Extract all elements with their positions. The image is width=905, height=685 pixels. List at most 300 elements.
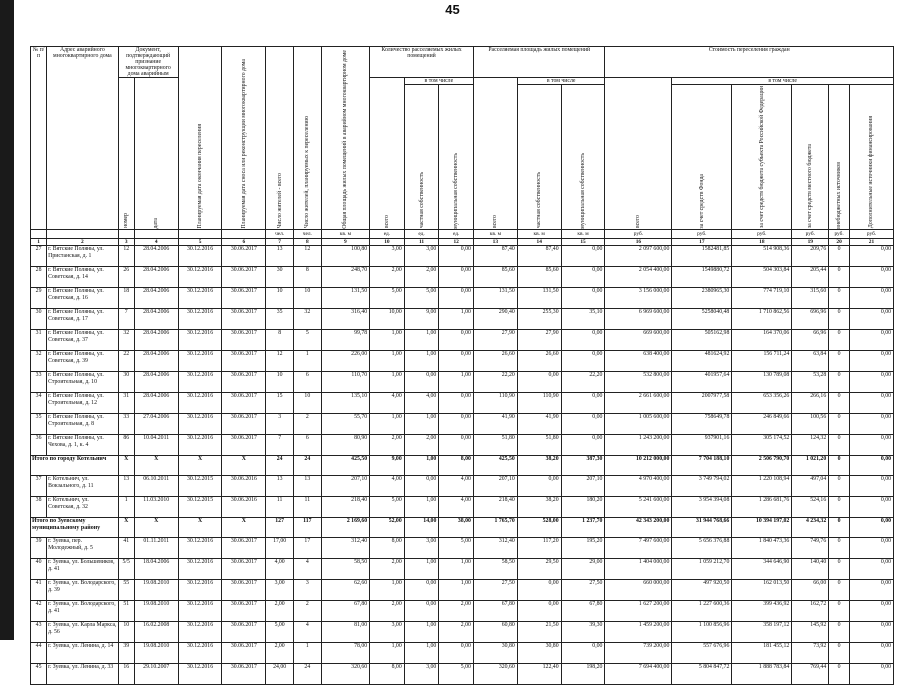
table-cell: 28.04.2006	[134, 246, 178, 267]
table-cell: 2	[293, 601, 321, 622]
table-cell: 110,70	[321, 372, 369, 393]
total-cell: 52,00	[370, 518, 405, 538]
table-cell: 117,20	[517, 538, 561, 559]
table-cell: 38	[31, 497, 47, 518]
table-cell: 0,00	[439, 414, 474, 435]
table-cell: 33	[118, 414, 134, 435]
table-cell: 0,00	[439, 643, 474, 664]
table-row	[31, 643, 894, 664]
table-cell: 3	[266, 414, 294, 435]
header-cost-local: за счет средств местного бюджета	[792, 85, 829, 230]
table-cell: 505162,98	[672, 330, 732, 351]
table-cell: 8,00	[370, 538, 405, 559]
table-cell: 32	[31, 351, 47, 372]
table-cell: 30.12.2016	[178, 622, 222, 643]
table-cell: 22	[118, 351, 134, 372]
table-cell: 30.12.2016	[178, 309, 222, 330]
header-doc-date: дата	[134, 78, 178, 230]
table-cell: 5,00	[370, 288, 405, 309]
table-cell: 497,04	[792, 476, 829, 497]
table-cell: 0,00	[561, 414, 605, 435]
address-cell: г. Котельнич, ул. Вокзального, д. 11	[47, 476, 119, 497]
total-cell: X	[134, 456, 178, 476]
table-cell: 0	[829, 435, 850, 456]
header-area-municipal: муниципальная собственность	[561, 85, 605, 230]
total-cell: 425,50	[473, 456, 517, 476]
total-cell: X	[118, 518, 134, 538]
header-area-group: Расселяемая площадь жилых помещений	[473, 47, 605, 78]
table-cell: 28.04.2006	[134, 288, 178, 309]
table-cell: 124,32	[792, 435, 829, 456]
table-cell: 1 840 473,36	[732, 538, 792, 559]
table-cell: 16.02.2008	[134, 622, 178, 643]
table-cell: 30.12.2016	[178, 414, 222, 435]
table-cell: 0,00	[850, 538, 894, 559]
table-cell: 218,40	[321, 497, 369, 518]
header-area-private: частная собственность	[517, 85, 561, 230]
table-cell: 16	[118, 664, 134, 685]
table-cell: 51,80	[473, 435, 517, 456]
table-cell: 42	[31, 601, 47, 622]
table-cell: 1 404 000,00	[605, 559, 672, 580]
total-cell: 8,00	[439, 456, 474, 476]
table-row	[31, 622, 894, 643]
table-cell: 06.10.2011	[134, 476, 178, 497]
table-cell: 248,70	[321, 267, 369, 288]
address-cell: г. Зуевка, ул. Володарского, д. 41	[47, 601, 119, 622]
unit-cell: кв. м	[321, 230, 369, 239]
address-cell: г. Зуевка, ул. Ленина, д. 33	[47, 664, 119, 685]
table-cell: 131,50	[321, 288, 369, 309]
table-cell: 0	[829, 330, 850, 351]
table-cell: 290,40	[473, 309, 517, 330]
table-cell: 937901,16	[672, 435, 732, 456]
column-number-cell: 3	[118, 239, 134, 246]
table-cell: 660 000,00	[605, 580, 672, 601]
address-cell: г. Зуевка, пер. Молодежный, д. 5	[47, 538, 119, 559]
unit-cell: руб.	[850, 230, 894, 239]
total-cell: 1 237,70	[561, 518, 605, 538]
table-cell: 9,00	[404, 309, 439, 330]
unit-cell: руб.	[792, 230, 829, 239]
header-count-incl: в том числе	[404, 78, 473, 85]
table-cell: 30.12.2016	[178, 288, 222, 309]
table-cell: 30.12.2016	[178, 435, 222, 456]
header-cost-extra2: Дополнительные источники финансирования	[850, 85, 894, 230]
table-cell: 66,96	[792, 330, 829, 351]
table-cell: 30	[118, 372, 134, 393]
table-cell: 0,00	[561, 246, 605, 267]
table-cell: 3 749 794,02	[672, 476, 732, 497]
table-cell: 1 005 600,00	[605, 414, 672, 435]
table-cell: 27,50	[473, 580, 517, 601]
header-cost-group: Стоимость переселения граждан	[605, 47, 894, 78]
table-cell: 195,20	[561, 538, 605, 559]
table-row	[31, 393, 894, 414]
table-cell: 0	[829, 559, 850, 580]
table-cell: 100,56	[792, 414, 829, 435]
table-cell: 2007977,58	[672, 393, 732, 414]
table-cell: 4,00	[266, 559, 294, 580]
total-cell: 42 343 200,00	[605, 518, 672, 538]
table-cell: 01.11.2011	[134, 538, 178, 559]
table-cell: 0,00	[850, 601, 894, 622]
table-cell: 13	[266, 476, 294, 497]
table-cell: 30.06.2017	[222, 288, 266, 309]
table-cell: 2,00	[266, 601, 294, 622]
table-cell: 4,00	[370, 393, 405, 414]
table-cell: 28	[31, 267, 47, 288]
table-cell: 10	[266, 288, 294, 309]
scan-edge	[0, 0, 14, 640]
table-row	[31, 476, 894, 497]
unit-cell: ед.	[404, 230, 439, 239]
table-cell: 2 661 600,00	[605, 393, 672, 414]
table-cell: 13	[118, 476, 134, 497]
table-cell: 21,50	[517, 622, 561, 643]
total-cell: 38,00	[439, 518, 474, 538]
total-cell: 10 212 000,00	[605, 456, 672, 476]
table-cell: 0,00	[439, 246, 474, 267]
table-cell: 11.03.2010	[134, 497, 178, 518]
table-cell: 45	[31, 664, 47, 685]
table-cell: 0,00	[404, 580, 439, 601]
table-cell: 3 954 394,08	[672, 497, 732, 518]
unit-cell: кв. м	[561, 230, 605, 239]
table-cell: 207,10	[321, 476, 369, 497]
table-cell: 1 220 108,94	[732, 476, 792, 497]
table-row	[31, 246, 894, 267]
table-cell: 19.08.2010	[134, 601, 178, 622]
table-row	[31, 330, 894, 351]
table-cell: 0	[829, 643, 850, 664]
unit-cell	[118, 230, 134, 239]
table-cell: 0,00	[561, 393, 605, 414]
table-cell: 30.06.2017	[222, 622, 266, 643]
table-cell: 1,00	[370, 580, 405, 601]
table-cell: 99,78	[321, 330, 369, 351]
table-cell: 27	[31, 246, 47, 267]
table-cell: 315,60	[792, 288, 829, 309]
table-cell: 4,00	[439, 497, 474, 518]
column-number-cell: 13	[473, 239, 517, 246]
table-cell: 3,00	[266, 580, 294, 601]
total-label: Итого по Зуевскому муниципальному району	[31, 518, 119, 538]
table-cell: 0	[829, 246, 850, 267]
table-cell: 7 497 600,00	[605, 538, 672, 559]
table-cell: 1,00	[404, 330, 439, 351]
table-cell: 31	[31, 330, 47, 351]
total-cell: 0,00	[850, 456, 894, 476]
table-cell: 7	[118, 309, 134, 330]
header-no: № п/п	[31, 47, 47, 230]
table-cell: 0,00	[850, 393, 894, 414]
table-cell: 135,10	[321, 393, 369, 414]
table-row	[31, 497, 894, 518]
table-cell: 1,00	[370, 414, 405, 435]
total-cell: 4 234,32	[792, 518, 829, 538]
table-cell: 1,00	[439, 580, 474, 601]
table-cell: 28.04.2006	[134, 351, 178, 372]
unit-cell: руб.	[732, 230, 792, 239]
table-cell: 29,50	[517, 559, 561, 580]
table-cell: 140,40	[792, 559, 829, 580]
table-cell: 557 676,96	[672, 643, 732, 664]
table-cell: 32	[293, 309, 321, 330]
table-cell: 86	[118, 435, 134, 456]
table-cell: 0	[829, 497, 850, 518]
unit-cell: кв. м	[517, 230, 561, 239]
table-cell: 30.12.2016	[178, 664, 222, 685]
table-cell: 30.12.2016	[178, 351, 222, 372]
unit-cell: чел.	[293, 230, 321, 239]
total-cell: X	[178, 518, 222, 538]
table-row	[31, 309, 894, 330]
table-cell: 30.12.2016	[178, 580, 222, 601]
header-cost-incl: в том числе	[672, 78, 894, 85]
table-cell: 1,00	[370, 351, 405, 372]
address-cell: г. Вятские Поляны, ул. Строительная, д. 8	[47, 414, 119, 435]
table-cell: 1,00	[404, 351, 439, 372]
table-cell: 28.04.2006	[134, 393, 178, 414]
table-cell: 0	[829, 351, 850, 372]
table-cell: 67,80	[561, 601, 605, 622]
table-cell: 41,90	[473, 414, 517, 435]
table-cell: 5,00	[439, 538, 474, 559]
table-cell: 0	[829, 601, 850, 622]
table-cell: 30.12.2016	[178, 538, 222, 559]
unit-cell: кв. м	[473, 230, 517, 239]
total-cell: 1,00	[404, 456, 439, 476]
table-cell: 0	[829, 267, 850, 288]
total-cell: 387,30	[561, 456, 605, 476]
table-cell: 31	[118, 393, 134, 414]
table-cell: 10	[293, 288, 321, 309]
table-cell: 130 789,08	[732, 372, 792, 393]
total-cell: 10 394 197,02	[732, 518, 792, 538]
table-cell: 0,00	[561, 288, 605, 309]
header-doc-number: номер	[118, 78, 134, 230]
table-cell: 5,00	[266, 622, 294, 643]
table-cell: 774 719,10	[732, 288, 792, 309]
table-cell: 6 969 600,00	[605, 309, 672, 330]
unit-cell	[31, 230, 47, 239]
table-cell: 1	[118, 497, 134, 518]
table-cell: 51	[118, 601, 134, 622]
address-cell: г. Вятские Поляны, ул. Советская, д. 14	[47, 267, 119, 288]
header-cost-fund: за счет средств Фонда	[672, 85, 732, 230]
table-cell: 0,00	[517, 476, 561, 497]
table-row	[31, 664, 894, 685]
table-cell: 1,00	[370, 330, 405, 351]
table-cell: 1,00	[404, 414, 439, 435]
table-cell: 739 200,00	[605, 643, 672, 664]
table-cell: 30.06.2017	[222, 267, 266, 288]
table-cell: 1,00	[404, 622, 439, 643]
table-cell: 0	[829, 664, 850, 685]
table-cell: 58,50	[321, 559, 369, 580]
address-cell: г. Зуевка, ул. Володарского, д. 39	[47, 580, 119, 601]
table-cell: 122,40	[517, 664, 561, 685]
table-cell: 40	[31, 559, 47, 580]
table-cell: 28.04.2006	[134, 309, 178, 330]
column-number-cell: 12	[439, 239, 474, 246]
table-row	[31, 601, 894, 622]
table-cell: 1 227 600,36	[672, 601, 732, 622]
table-cell: 30.06.2017	[222, 538, 266, 559]
column-number-cell: 19	[792, 239, 829, 246]
total-cell: 14,00	[404, 518, 439, 538]
address-cell: г. Вятские Поляны, ул. Строительная, д. 10	[47, 372, 119, 393]
table-cell: 266,16	[792, 393, 829, 414]
table-cell: 0,00	[561, 351, 605, 372]
table-cell: 0,00	[850, 476, 894, 497]
table-cell: 30.12.2016	[178, 330, 222, 351]
table-row	[31, 580, 894, 601]
table-cell: 24	[293, 664, 321, 685]
header-document: Документ, подтверждающий признание многоквартирного дома аварийным	[118, 47, 178, 78]
address-cell: г. Вятские Поляны, ул. Советская, д. 17	[47, 309, 119, 330]
table-cell: 180,20	[561, 497, 605, 518]
table-cell: 344 646,90	[732, 559, 792, 580]
table-cell: 3,00	[404, 246, 439, 267]
table-cell: 4,00	[370, 476, 405, 497]
table-cell: 30.06.2017	[222, 309, 266, 330]
table-cell: 399 436,92	[732, 601, 792, 622]
table-cell: 0,00	[439, 267, 474, 288]
table-cell: 0,00	[439, 435, 474, 456]
table-cell: 41	[118, 538, 134, 559]
column-number-cell: 18	[732, 239, 792, 246]
table-cell: 5 656 376,88	[672, 538, 732, 559]
table-cell: 0,00	[850, 309, 894, 330]
table-cell: 110,90	[517, 393, 561, 414]
table-cell: 87,40	[473, 246, 517, 267]
table-cell: 30.06.2016	[222, 476, 266, 497]
table-cell: 67,80	[321, 601, 369, 622]
table-cell: 30.12.2016	[178, 393, 222, 414]
total-cell: 425,50	[321, 456, 369, 476]
total-cell: 38,20	[517, 456, 561, 476]
table-cell: 2,00	[370, 559, 405, 580]
table-cell: 37	[31, 476, 47, 497]
table-cell: 30.12.2016	[178, 267, 222, 288]
table-cell: 30.06.2017	[222, 393, 266, 414]
table-cell: 0,00	[517, 601, 561, 622]
table-cell: 2,00	[370, 601, 405, 622]
table-cell: 0,00	[850, 580, 894, 601]
table-cell: 11	[266, 497, 294, 518]
address-cell: г. Зуевка, ул. Карла Маркса, д. 56	[47, 622, 119, 643]
table-cell: 0,00	[850, 559, 894, 580]
table-cell: 10	[293, 393, 321, 414]
table-cell: 27,50	[561, 580, 605, 601]
table-cell: 30.12.2016	[178, 559, 222, 580]
table-cell: 30.06.2017	[222, 643, 266, 664]
table-row	[31, 414, 894, 435]
table-cell: 0,00	[561, 435, 605, 456]
header-count-municipal: муниципальная собственность	[439, 85, 474, 230]
unit-cell	[47, 230, 119, 239]
table-cell: 0	[829, 414, 850, 435]
table-cell: 5,00	[404, 288, 439, 309]
total-cell: 2 169,60	[321, 518, 369, 538]
table-cell: 1	[293, 643, 321, 664]
table-cell: 35,10	[561, 309, 605, 330]
table-cell: 198,20	[561, 664, 605, 685]
total-cell: 9,00	[370, 456, 405, 476]
table-cell: 32	[118, 330, 134, 351]
column-number-cell: 10	[370, 239, 405, 246]
table-cell: 1 627 200,00	[605, 601, 672, 622]
address-cell: г. Вятские Поляны, ул. Советская, д. 39	[47, 351, 119, 372]
table-cell: 63,84	[792, 351, 829, 372]
table-cell: 11	[293, 497, 321, 518]
table-cell: 3	[293, 580, 321, 601]
address-cell: г. Вятские Поляны, ул. Пристанская, д. 1	[47, 246, 119, 267]
table-cell: 1,00	[404, 497, 439, 518]
table-cell: 0	[829, 476, 850, 497]
table-cell: 0,00	[439, 393, 474, 414]
table-cell: 696,96	[792, 309, 829, 330]
table-cell: 758649,78	[672, 414, 732, 435]
table-cell: 162,72	[792, 601, 829, 622]
table-cell: 209,76	[792, 246, 829, 267]
table-cell: 0	[829, 309, 850, 330]
unit-cell	[134, 230, 178, 239]
table-cell: 55,70	[321, 414, 369, 435]
table-cell: 131,50	[517, 288, 561, 309]
table-cell: 0,00	[404, 601, 439, 622]
column-number-cell: 9	[321, 239, 369, 246]
table-cell: 207,10	[561, 476, 605, 497]
column-number-cell: 15	[561, 239, 605, 246]
total-cell: 127	[266, 518, 294, 538]
table-cell: 85,60	[517, 267, 561, 288]
table-cell: 669 600,00	[605, 330, 672, 351]
column-number-cell: 1	[31, 239, 47, 246]
table-cell: 30.12.2015	[178, 497, 222, 518]
table-cell: 1 243 200,00	[605, 435, 672, 456]
table-cell: 207,10	[473, 476, 517, 497]
table-cell: 0	[829, 393, 850, 414]
unit-cell: чел.	[266, 230, 294, 239]
table-cell: 0	[829, 372, 850, 393]
table-cell: 7 694 400,00	[605, 664, 672, 685]
relocation-table	[30, 46, 894, 685]
table-cell: 1,00	[370, 643, 405, 664]
header-planned-relocation: Планируемая дата окончания переселения	[178, 47, 222, 230]
table-cell: 17,00	[266, 538, 294, 559]
table-cell: 0,00	[561, 330, 605, 351]
table-cell: 38,20	[517, 497, 561, 518]
column-number-cell: 5	[178, 239, 222, 246]
table-cell: 0,00	[850, 643, 894, 664]
table-cell: 58,50	[473, 559, 517, 580]
total-cell: 1 765,70	[473, 518, 517, 538]
table-cell: 1 286 681,76	[732, 497, 792, 518]
total-cell: 0	[829, 456, 850, 476]
address-cell: г. Вятские Поляны, ул. Советская, д. 16	[47, 288, 119, 309]
table-cell: 0,00	[850, 288, 894, 309]
table-cell: 0,00	[439, 330, 474, 351]
table-cell: 481624,92	[672, 351, 732, 372]
table-cell: 8	[293, 267, 321, 288]
table-cell: 30.06.2017	[222, 559, 266, 580]
total-cell: 2 506 790,70	[732, 456, 792, 476]
unit-cell: руб.	[829, 230, 850, 239]
column-number-cell: 17	[672, 239, 732, 246]
